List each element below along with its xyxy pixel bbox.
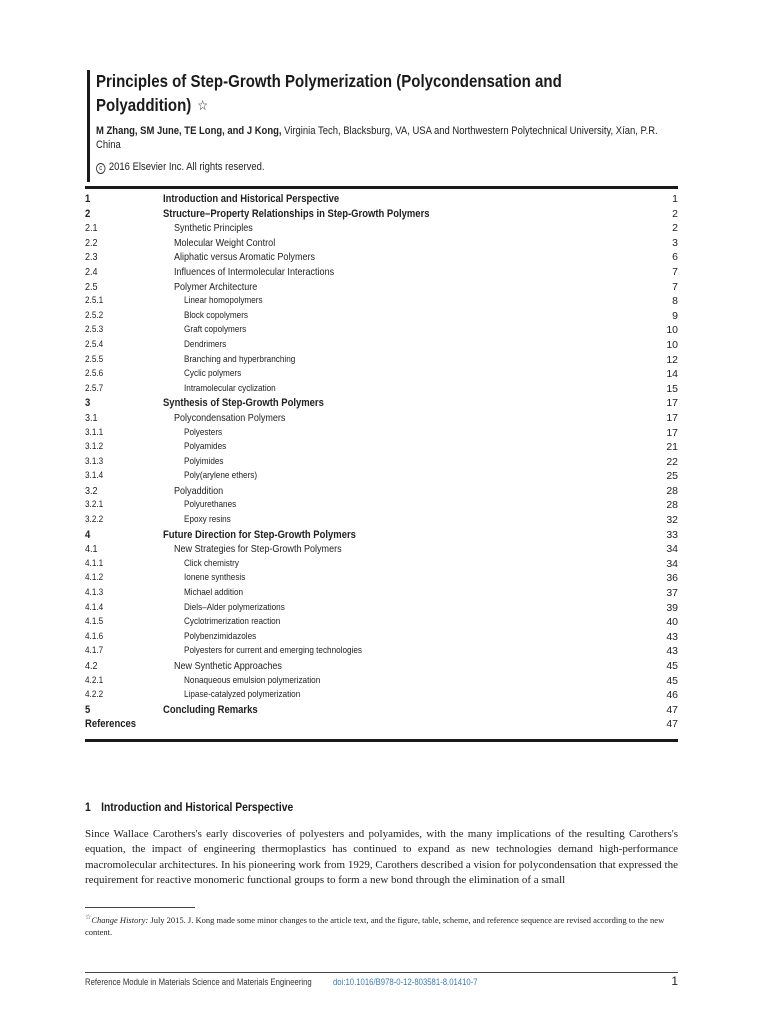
toc-entry-page: 33	[666, 528, 678, 541]
toc-entry[interactable]	[85, 688, 678, 703]
toc-entry-number: 4.1.3	[85, 587, 104, 599]
toc-entry-page: 9	[672, 309, 678, 322]
toc-entry-page: 3	[672, 236, 678, 249]
toc-entry-title: Future Direction for Step-Growth Polymers	[163, 528, 356, 541]
toc-entry-number: 2.3	[85, 251, 98, 264]
copyright-text: 2016 Elsevier Inc. All rights reserved.	[108, 161, 265, 173]
toc-entry[interactable]	[85, 367, 678, 382]
toc-entry-page: 46	[666, 689, 678, 702]
section-number: 1	[85, 800, 91, 814]
title-line-1: Principles of Step-Growth Polymerization (Polycondensation and	[96, 71, 562, 91]
toc-entry-title: Synthesis of Step-Growth Polymers	[163, 397, 324, 410]
toc-entry-page: 40	[666, 616, 678, 629]
footnote-star-icon: ☆	[85, 913, 92, 921]
toc-entry-title: Cyclotrimerization reaction	[184, 616, 281, 628]
toc-entry-title: Polycondensation Polymers	[174, 411, 286, 424]
toc-entry-number: 2.5.2	[85, 309, 104, 321]
toc-entry-number: 2.5.7	[85, 382, 104, 394]
toc-entry[interactable]	[85, 207, 678, 222]
toc-entry[interactable]	[85, 659, 678, 674]
toc-entry[interactable]	[85, 484, 678, 499]
toc-entry-title: Lipase-catalyzed polymerization	[184, 689, 301, 701]
running-footer-title: Reference Module in Materials Science and Materials Engineering	[85, 977, 312, 987]
toc-entry-title: Ionene synthesis	[184, 572, 246, 584]
toc-entry-number: 4.2	[85, 660, 98, 672]
toc-entry-number: 3.2.2	[85, 514, 104, 526]
toc-entry[interactable]	[85, 221, 678, 236]
toc-entry-number: 2.5.4	[85, 338, 104, 350]
toc-entry-page: 45	[666, 674, 678, 687]
toc-entry-title: Polymer Architecture	[174, 280, 258, 293]
footnote-rule	[85, 907, 195, 908]
toc-entry-title: New Synthetic Approaches	[174, 660, 282, 672]
toc-entry-page: 2	[672, 222, 678, 235]
toc-entry-number: 3.1.2	[85, 441, 104, 453]
toc-entry-page: 28	[666, 484, 678, 497]
toc-entry-title: Polyamides	[184, 441, 227, 453]
page-number: 1	[671, 974, 678, 988]
toc-entry[interactable]	[85, 294, 678, 309]
toc-entry[interactable]	[85, 338, 678, 353]
toc-entry-number: 4.1	[85, 543, 98, 556]
footnote	[85, 911, 678, 938]
toc-entry-page: 45	[666, 660, 678, 672]
toc-entry-title: Graft copolymers	[184, 324, 247, 336]
toc-entry-number: 4.1.1	[85, 557, 104, 569]
toc-entry[interactable]	[85, 498, 678, 513]
table-of-contents	[85, 192, 678, 732]
toc-entry[interactable]	[85, 382, 678, 397]
title-line-2: Polyaddition)	[96, 95, 192, 115]
toc-entry[interactable]	[85, 703, 678, 718]
toc-entry-title: Polyesters	[184, 426, 223, 438]
toc-entry[interactable]	[85, 323, 678, 338]
toc-entry-page: 6	[672, 251, 678, 264]
toc-entry-title: Poly(arylene ethers)	[184, 470, 258, 482]
footnote-text: July 2015. J. Kong made some minor changes to the article text, and the figure, table, scheme, and reference sequence are revised according to the new content.	[85, 914, 665, 937]
toc-entry-title: Branching and hyperbranching	[184, 353, 296, 365]
toc-entry-page: 43	[666, 630, 678, 643]
toc-entry-title: New Strategies for Step-Growth Polymers	[174, 543, 342, 556]
copyright-line	[96, 160, 265, 174]
toc-entry-number: 4.1.6	[85, 630, 104, 642]
toc-entry[interactable]	[85, 396, 678, 411]
toc-entry[interactable]	[85, 455, 678, 470]
toc-entry-page: 28	[666, 499, 678, 512]
author-affiliation: Virginia Tech, Blacksburg, VA, USA and Northwestern Polytechnical University, Xían, P.R. China	[96, 125, 658, 151]
toc-entry-number: 4.1.2	[85, 572, 104, 584]
body-paragraph: Since Wallace Carothers's early discoveries of polyesters and polyamides, with the many implications of the resulting Carothers's equation, the impact of engineering thermoplastics has continued to expand as new technologies demand high-performance macromolecular architectures. In his pioneering work from 1929, Carothers described a vision for polycondensation that expressed the requirement for reactive monomeric functional groups to form a new bond through the elimination of a small	[85, 828, 678, 886]
toc-entry-title: Intramolecular cyclization	[184, 382, 276, 394]
toc-entry[interactable]	[85, 571, 678, 586]
toc-entry-number: 2.1	[85, 222, 98, 235]
toc-entry-page: 14	[666, 368, 678, 381]
toc-entry-page: 1	[672, 193, 678, 205]
toc-entry-title: Diels–Alder polymerizations	[184, 601, 285, 613]
toc-entry-title: Michael addition	[184, 587, 244, 599]
toc-entry-number: 2.2	[85, 236, 98, 249]
article-title	[96, 69, 612, 117]
toc-entry[interactable]	[85, 644, 678, 659]
toc-entry[interactable]	[85, 280, 678, 295]
toc-entry-page: 12	[666, 353, 678, 366]
toc-entry-title: Introduction and Historical Perspective	[163, 193, 340, 205]
toc-entry-title: Polyaddition	[174, 484, 224, 497]
toc-entry-number: 3.1.1	[85, 426, 104, 438]
toc-entry-title: Linear homopolymers	[184, 295, 263, 307]
toc-entry-title: Polybenzimidazoles	[184, 630, 257, 642]
toc-entry-number: 4.2.2	[85, 689, 104, 701]
toc-entry-page: 34	[666, 543, 678, 556]
toc-entry[interactable]	[85, 192, 678, 207]
toc-entry-page: 17	[666, 411, 678, 424]
toc-entry-page: 8	[672, 295, 678, 308]
author-line	[96, 124, 674, 152]
toc-entry-number: 2.4	[85, 265, 98, 278]
toc-entry-title: Structure–Property Relationships in Step-Growth Polymers	[163, 207, 430, 220]
toc-entry-title: Nonaqueous emulsion polymerization	[184, 674, 321, 686]
toc-entry-page: 17	[666, 426, 678, 439]
toc-entry-number: 3.2.1	[85, 499, 104, 511]
toc-entry[interactable]	[85, 469, 678, 484]
toc-bottom-rule	[85, 739, 678, 742]
toc-entry[interactable]	[85, 528, 678, 543]
toc-entry-page: 17	[666, 397, 678, 410]
toc-entry-page: 43	[666, 645, 678, 658]
toc-entry-title: Click chemistry	[184, 557, 239, 569]
toc-entry-page: 2	[672, 207, 678, 220]
toc-entry-title: Influences of Intermolecular Interactions	[174, 265, 335, 278]
toc-entry[interactable]	[85, 542, 678, 557]
footnote-label: Change History:	[91, 914, 149, 925]
toc-entry-title: Concluding Remarks	[163, 703, 258, 716]
toc-entry[interactable]	[85, 426, 678, 441]
toc-entry-title: Synthetic Principles	[174, 222, 253, 235]
toc-entry[interactable]	[85, 440, 678, 455]
toc-entry[interactable]	[85, 615, 678, 630]
change-history-star-icon[interactable]: ☆	[197, 97, 209, 113]
toc-entry-title: Polyurethanes	[184, 499, 237, 511]
toc-entry-page: 36	[666, 572, 678, 585]
toc-entry-page: 39	[666, 601, 678, 614]
toc-entry-page: 34	[666, 557, 678, 570]
footer-rule	[85, 972, 678, 973]
toc-entry[interactable]	[85, 236, 678, 251]
toc-entry-page: 21	[666, 441, 678, 454]
toc-entry[interactable]	[85, 717, 678, 732]
toc-entry[interactable]	[85, 557, 678, 572]
toc-entry-page: 7	[672, 265, 678, 278]
toc-entry[interactable]	[85, 250, 678, 265]
toc-entry-number: 1	[85, 193, 91, 205]
toc-entry-number: 3	[85, 397, 91, 410]
toc-entry[interactable]	[85, 513, 678, 528]
doi-link[interactable]: doi:10.1016/B978-0-12-803581-8.01410-7	[333, 977, 478, 987]
toc-entry-number: 4.1.5	[85, 616, 104, 628]
toc-entry[interactable]	[85, 353, 678, 368]
toc-entry-number: 4.1.7	[85, 645, 104, 657]
toc-entry-title: Block copolymers	[184, 309, 249, 321]
toc-entry-page: 22	[666, 455, 678, 468]
toc-entry-number: 4.1.4	[85, 601, 104, 613]
toc-entry[interactable]	[85, 309, 678, 324]
toc-entry-number: 5	[85, 703, 91, 716]
toc-entry-page: 25	[666, 470, 678, 483]
toc-entry-title: Polyesters for current and emerging technologies	[184, 645, 363, 657]
toc-entry-number: 2.5.6	[85, 368, 104, 380]
author-names: M Zhang, SM June, TE Long, and J Kong,	[96, 125, 282, 137]
toc-entry-page: 7	[672, 280, 678, 293]
toc-entry-number: 3.1.3	[85, 455, 104, 467]
toc-entry-title: Dendrimers	[184, 338, 227, 350]
toc-entry-number: 2.5.5	[85, 353, 104, 365]
title-accent-bar	[87, 70, 90, 182]
toc-entry-number: 3.1	[85, 411, 98, 424]
toc-entry-number: 3.1.4	[85, 470, 104, 482]
toc-entry-title: Aliphatic versus Aromatic Polymers	[174, 251, 316, 264]
toc-entry-page: 37	[666, 587, 678, 600]
toc-entry-number: 2.5.1	[85, 295, 104, 307]
copyright-icon: c	[96, 163, 105, 174]
toc-entry-number: References	[85, 718, 137, 731]
toc-entry-page: 47	[666, 703, 678, 716]
toc-entry-title: Polyimides	[184, 455, 224, 467]
section-title: Introduction and Historical Perspective	[101, 800, 294, 814]
toc-entry-title: Cyclic polymers	[184, 368, 242, 380]
toc-entry-number: 2	[85, 207, 91, 220]
toc-entry[interactable]	[85, 601, 678, 616]
toc-entry-number: 2.5.3	[85, 324, 104, 336]
toc-entry-number: 2.5	[85, 280, 98, 293]
toc-entry[interactable]	[85, 411, 678, 426]
toc-entry[interactable]	[85, 586, 678, 601]
toc-entry-number: 4	[85, 528, 91, 541]
toc-entry-title: Molecular Weight Control	[174, 236, 276, 249]
toc-entry-number: 4.2.1	[85, 674, 104, 686]
toc-entry-page: 15	[666, 382, 678, 395]
toc-entry-page: 10	[666, 324, 678, 337]
toc-entry-page: 10	[666, 338, 678, 351]
toc-entry[interactable]	[85, 674, 678, 689]
toc-entry-title: Epoxy resins	[184, 514, 231, 526]
toc-entry-page: 32	[666, 514, 678, 527]
toc-entry-page: 47	[666, 718, 678, 731]
toc-entry[interactable]	[85, 630, 678, 645]
section-heading	[85, 800, 293, 814]
toc-top-rule	[85, 186, 678, 189]
toc-entry-number: 3.2	[85, 484, 98, 497]
toc-entry[interactable]	[85, 265, 678, 280]
